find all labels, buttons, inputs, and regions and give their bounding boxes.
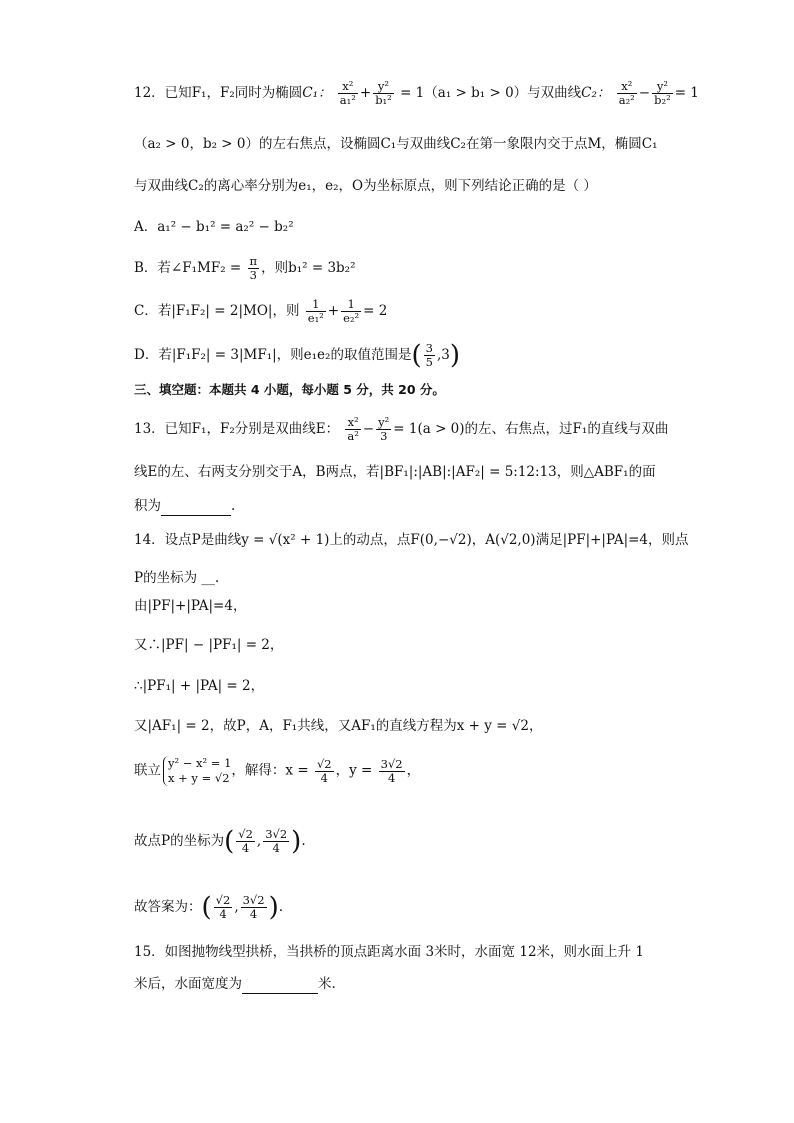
q12-ellipse-name: C₁： [302,85,332,101]
q12-option-a: A．a₁² − b₁² = a₂² − b₂² [134,219,294,235]
q15-text: 米. [318,976,336,992]
fraction [652,80,673,107]
q14-solution-4: 又|AF₁| = 2，故P，A，F₁共线，又AF₁的直线方程为x + y = √2， [134,718,543,734]
q13-text: 积为 [134,498,161,514]
numerator: 3√2 [265,827,288,841]
option-text: B．若∠F₁MF₂ = [134,260,242,276]
q12-text: F₁，F₂同时为椭圆 [191,85,303,101]
solution-text: . [301,833,306,849]
denominator: 4 [272,841,280,855]
solution-text: 故答案为： [134,899,202,915]
q12-text: = 1（a₁ > b₁ > 0）与双曲线 [400,85,582,101]
numerator: y² [373,80,394,94]
q12-option-d [134,342,460,369]
solution-text: 故点P的坐标为 [134,833,225,849]
q12-hyperbola-name: C₂： [581,85,611,101]
denominator: b₁² [375,93,392,107]
fraction [379,758,405,785]
numerator: √2 [316,756,332,771]
denominator: e₂² [343,311,360,325]
left-paren: ( [411,340,422,371]
denominator: 4 [320,770,328,785]
fraction [373,80,394,107]
solution-text: ， [406,762,421,779]
option-text: ,3 [436,347,450,363]
fraction [241,894,267,921]
q12-option-b [134,255,356,282]
q15-line2 [134,974,336,994]
option-text: ，则b₁² = 3b₂² [261,260,356,276]
equation-system [163,756,231,786]
numerator: 3 [425,341,433,355]
q15-text: 米后，水面宽度为 [134,976,242,992]
left-paren: ( [201,892,212,923]
denominator: 4 [241,841,250,855]
q12-option-c: C．若|F₁F₂| = 2|MO|，则 $\frac{1}{\text{e₁²}}$ + $\frac{1}{\text{e₂²}}$ = 2 [134,297,388,325]
denominator: 5 [425,355,433,369]
q13-text: 13．已知F₁，F₂分别是双曲线E： [134,421,340,437]
fraction [376,416,391,443]
q14-line1: 14．设点P是曲线y = √(x² + 1)上的动点，点F(0,−√2)，A(√2,0)满足|PF|+|PA|=4，则点 [134,532,689,548]
denominator: 4 [387,770,396,785]
numerator: 3√2 [380,756,403,771]
solution-text: ，y = [335,762,373,779]
denominator: a² [347,429,359,443]
answer-blank[interactable] [161,499,231,516]
right-paren: ) [291,826,302,857]
q12-line2: （a₂ > 0，b₂ > 0）的左右焦点，设椭圆C₁与双曲线C₂在第一象限内交于点M，椭圆C₁ [134,136,658,152]
denominator: a₂² [618,93,635,107]
q12-text: 12．已知 [134,85,192,101]
numerator: y² [378,415,390,429]
denominator: b₂² [654,93,671,107]
section-heading: 三、填空题：本题共 4 小题，每小题 5 分，共 20 分。 [134,382,445,397]
denominator: 3 [380,429,388,443]
answer-blank[interactable] [242,977,318,994]
q14-solution-3: ∴|PF₁| + |PA| = 2， [134,678,265,694]
q12-text: = 1 [674,85,699,101]
denominator: e₁² [307,311,324,325]
numerator: π [249,254,258,268]
denominator: a₁² [339,93,356,107]
fraction [338,80,358,107]
solution-text: 联立 [134,762,161,779]
numerator: √2 [238,827,253,841]
q14-line2: P的坐标为 __. [134,570,220,586]
right-paren: ) [449,340,460,371]
fraction [345,416,360,443]
solution-text: ，解得：x = [231,762,309,779]
denominator: 4 [249,907,258,921]
numerator: x² [617,80,637,94]
right-paren: ) [268,892,279,923]
denominator: 4 [219,907,227,921]
q14-solution-2: 又∴|PF| − |PF₁| = 2， [134,637,284,653]
numerator: 1 [341,298,361,312]
fraction [617,80,637,107]
q13-line3: 积为 . [134,498,236,514]
left-paren: ( [224,826,235,857]
q13-text: = 1(a > 0)的左、右焦点，过F₁的直线与双曲 [393,421,669,437]
q14-solution-6: 故点P的坐标为( $\frac{√2}{4}$ , $\frac{3√2}{4}$ ). [134,826,306,857]
q13-line1: 13．已知F₁，F₂分别是双曲线E： $\frac{\text{x²}}{\text{a²}}$ − $\frac{\text{y²}}{3}$ = 1(a > 0)的左、右焦点，过F₁的直线与双曲 [134,415,669,443]
fraction [315,758,334,785]
option-text: C．若|F₁F₂| = 2|MO|，则 [134,303,300,319]
option-text: = 2 [363,303,388,319]
q14-answer: 故答案为：( $\frac{√2}{4}$ , $\frac{3√2}{4}$ ). [134,892,284,923]
fraction [263,828,289,855]
equation: x + y = √2 [168,771,230,785]
q15-line1: 15．如图抛物线型拱桥，当拱桥的顶点距离水面 3米时，水面宽 12米，则水面上升 1 [134,944,644,960]
fraction [214,894,233,921]
q14-solution-5 [134,756,420,786]
numerator: 3√2 [242,893,265,907]
q13-line2: 线E的左、右两支分别交于A，B两点，若|BF₁|:|AB|:|AF₂| = 5:12:13，则△ABF₁的面 [134,464,656,480]
numerator: √2 [215,893,231,907]
denominator: 3 [249,268,257,282]
numerator: x² [345,416,360,430]
q12-line1: 12．已知F₁，F₂同时为椭圆C₁： $\frac{\text{x²}}{\text{a₁²}}$ + $\frac{\text{y²}}{\text{b₁²}}$ = 1（a₁ > b₁ > 0）与双曲线C₂： $\frac{\text{x²}}{\text{a₂²}}$ − $\frac{\text{y²}}{\text{b₂²}}$ = 1 [134,79,699,107]
q12-line3: 与双曲线C₂的离心率分别为e₁，e₂，O为坐标原点，则下列结论正确的是（ ） [134,178,597,194]
fraction [424,342,435,369]
fraction [248,255,260,282]
fraction [236,828,255,855]
option-text: D．若|F₁F₂| = 3|MF₁|，则e₁e₂的取值范围是 [134,347,412,363]
solution-text: . [278,899,284,915]
numerator: x² [338,80,358,94]
equation: y² − x² = 1 [168,756,232,770]
numerator: 1 [306,298,326,312]
q14-solution-1: 由|PF|+|PA|=4， [134,598,247,614]
fraction [341,298,361,325]
numerator: y² [652,80,673,94]
fraction [306,298,326,325]
